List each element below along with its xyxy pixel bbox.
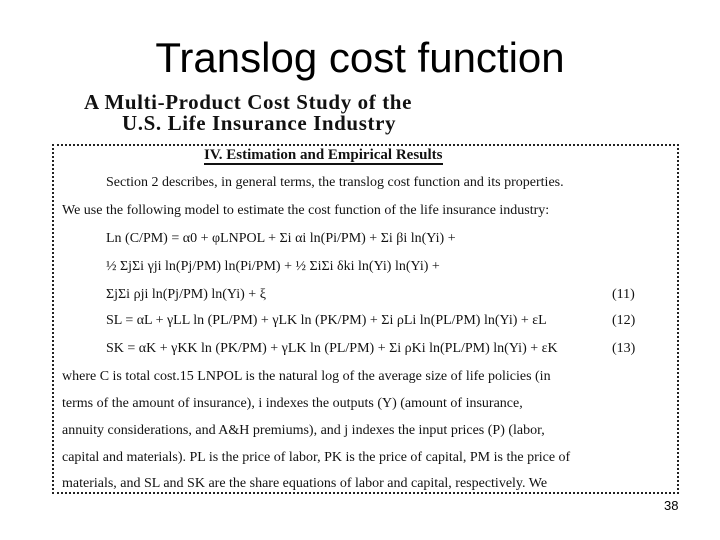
page-number: 38 <box>664 498 679 513</box>
paper-title <box>84 92 412 134</box>
equation-line: SL = αL + γLL ln (PL/PM) + γLK ln (PK/PM) + Σi ρLi ln(PL/PM) ln(Yi) + εL <box>106 313 547 328</box>
body-line: Section 2 describes, in general terms, the translog cost function and its properties. <box>106 175 564 190</box>
body-line: materials, and SL and SK are the share equations of labor and capital, respectively. We <box>62 476 548 491</box>
section-heading: IV. Estimation and Empirical Results <box>204 147 443 163</box>
body-line: capital and materials). PL is the price of labor, PK is the price of capital, PM is the price of <box>62 450 571 465</box>
paper-title-line-1: A Multi-Product Cost Study of the <box>84 90 413 114</box>
equation-line: Ln (C/PM) = α0 + φLNPOL + Σi αi ln(Pi/PM) + Σi βi ln(Yi) + <box>106 231 456 246</box>
body-line: terms of the amount of insurance), i indexes the outputs (Y) (amount of insurance, <box>62 396 523 411</box>
body-line: annuity considerations, and A&H premiums), and j indexes the input prices (P) (labor, <box>62 423 545 438</box>
body-line: We use the following model to estimate the cost function of the life insurance industry: <box>62 203 550 218</box>
equation-number: (13) <box>612 341 636 356</box>
equation-number: (12) <box>612 313 636 328</box>
slide-title: Translog cost function <box>155 34 565 81</box>
body-line: where C is total cost.15 LNPOL is the natural log of the average size of life policies (in <box>62 369 551 384</box>
equation-line: SK = αK + γKK ln (PK/PM) + γLK ln (PL/PM) + Σi ρKi ln(PL/PM) ln(Yi) + εK <box>106 341 558 356</box>
paper-title-line-2: U.S. Life Insurance Industry <box>122 111 397 135</box>
equation-line: ½ ΣjΣi γji ln(Pj/PM) ln(Pi/PM) + ½ ΣiΣi δki ln(Yi) ln(Yi) + <box>106 259 440 274</box>
equation-line: ΣjΣi ρji ln(Pj/PM) ln(Yi) + ξ <box>106 287 266 302</box>
equation-number: (11) <box>612 287 635 302</box>
